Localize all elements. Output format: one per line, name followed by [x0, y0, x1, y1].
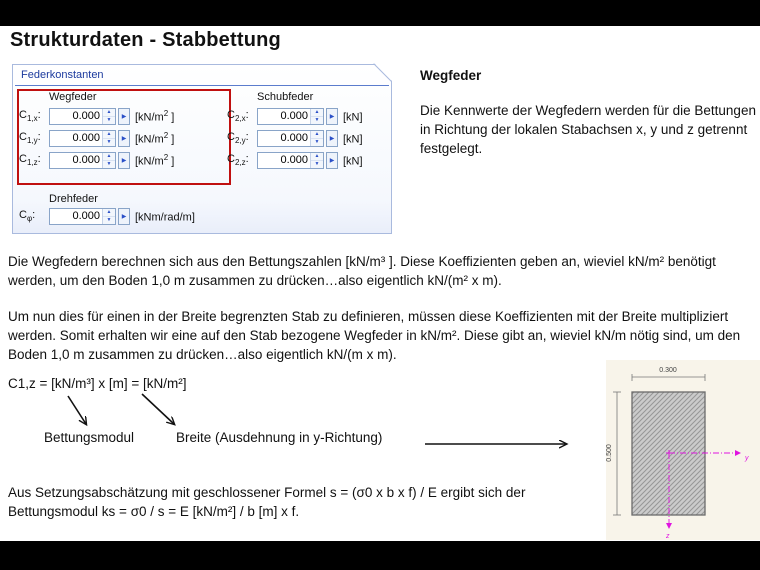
- detail-arrow-button[interactable]: ▶: [118, 208, 130, 225]
- row-label: [19, 209, 49, 223]
- unit-post: ]: [168, 133, 175, 146]
- spinner-up-icon[interactable]: ▲: [311, 109, 323, 117]
- c1x-fieldbox: [49, 108, 116, 125]
- c2x-input[interactable]: [258, 109, 310, 124]
- spring-row-c1y: [19, 129, 174, 147]
- panel-header-rule: [15, 85, 389, 86]
- row-label-sub: 1,y: [26, 136, 38, 146]
- unit-pre: [kN/m: [135, 155, 164, 168]
- row-label-sub: 2,y: [234, 136, 246, 146]
- unit-label: [135, 209, 195, 224]
- row-label-colon: :: [37, 108, 41, 121]
- row-label: [19, 153, 49, 167]
- unit-label: [135, 109, 174, 124]
- c1z-spinner[interactable]: [102, 153, 115, 168]
- spring-row-c2y: [227, 129, 363, 147]
- row-label-main: C: [19, 208, 27, 221]
- spinner-up-icon[interactable]: ▲: [311, 153, 323, 161]
- row-label-colon: :: [245, 152, 249, 165]
- unit-label: [135, 153, 174, 168]
- row-label-main: C: [227, 152, 235, 165]
- row-label-colon: :: [245, 108, 249, 121]
- spinner-down-icon[interactable]: ▼: [311, 139, 323, 146]
- spinner-down-icon[interactable]: ▼: [103, 117, 115, 124]
- detail-arrow-button[interactable]: ▶: [326, 152, 338, 169]
- row-label-sub: 2,x: [234, 114, 246, 124]
- unit-pre: [kNm/rad/m]: [135, 211, 195, 224]
- detail-arrow-button[interactable]: ▶: [118, 152, 130, 169]
- row-label-colon: :: [245, 130, 249, 143]
- unit-label: [343, 109, 363, 124]
- row-label-main: C: [19, 130, 27, 143]
- c2y-fieldbox: [257, 130, 324, 147]
- spinner-down-icon[interactable]: ▼: [103, 161, 115, 168]
- top-black-bar: [0, 0, 760, 26]
- panel-header: Federkonstanten: [21, 69, 104, 81]
- row-label-main: C: [19, 108, 27, 121]
- row-label-sub: 1,x: [26, 114, 38, 124]
- c2y-spinner[interactable]: [310, 131, 323, 146]
- unit-pre: [kN]: [343, 111, 363, 124]
- spinner-down-icon[interactable]: ▼: [311, 161, 323, 168]
- axis-y-label: y: [745, 455, 749, 462]
- paragraph-breite: Um nun dies für einen in der Breite begrenzten Stab zu definieren, müssen diese Koeffizienten mit der Breite multipliziert werden. Somit erhalten wir eine auf den Stab bezogene Wegfeder in kN/m². Diese gibt an, wieviel kN/m nötig sind, um den Boden 1,0 m zusammen zu drücken…also eigentlich kN/(m x m).: [8, 309, 741, 362]
- c2z-spinner[interactable]: [310, 153, 323, 168]
- row-label: [227, 131, 257, 145]
- spring-row-c1x: [19, 107, 174, 125]
- row-label-colon: :: [37, 152, 41, 165]
- c2y-input[interactable]: [258, 131, 310, 146]
- row-label-colon: :: [32, 208, 36, 221]
- row-label-sub: 2,z: [234, 158, 246, 168]
- spring-row-cphi: [19, 207, 195, 225]
- row-label-main: C: [227, 130, 235, 143]
- unit-pre: [kN/m: [135, 111, 164, 124]
- cphi-spinner[interactable]: [102, 209, 115, 224]
- width-dimension-label: 0.300: [659, 367, 677, 374]
- row-label-sub: φ: [26, 214, 33, 224]
- unit-post: ]: [168, 155, 175, 168]
- spinner-down-icon[interactable]: ▼: [103, 139, 115, 146]
- c1y-spinner[interactable]: [102, 131, 115, 146]
- row-label-main: C: [227, 108, 235, 121]
- bottom-black-bar: [0, 541, 760, 570]
- unit-pre: [kN]: [343, 155, 363, 168]
- row-label: [19, 131, 49, 145]
- unit-post: ]: [168, 111, 175, 124]
- c1z-fieldbox: [49, 152, 116, 169]
- c1z-input[interactable]: [50, 153, 102, 168]
- row-label-main: C: [19, 152, 27, 165]
- unit-label: [343, 131, 363, 146]
- label-breite: Breite (Ausdehnung in y-Richtung): [176, 430, 383, 445]
- paragraph-setzung: Aus Setzungsabschätzung mit geschlossener Formel s = (σ0 x b x f) / E ergibt sich der Bettungsmodul ks = σ0 / s = E [kN/m²] / b [m] x f.: [8, 485, 526, 519]
- spinner-up-icon[interactable]: ▲: [103, 209, 115, 217]
- row-label: [227, 153, 257, 167]
- note-body: Die Kennwerte der Wegfedern werden für die Bettungen in Richtung der lokalen Stabachsen x, y und z getrennt festgelegt.: [420, 103, 756, 156]
- spinner-down-icon[interactable]: ▼: [311, 117, 323, 124]
- c2z-fieldbox: [257, 152, 324, 169]
- c2x-fieldbox: [257, 108, 324, 125]
- row-label: [227, 109, 257, 123]
- arrow-to-bettungsmodul: [68, 396, 86, 424]
- spinner-up-icon[interactable]: ▲: [103, 153, 115, 161]
- row-label: [19, 109, 49, 123]
- unit-sup: 2: [163, 108, 169, 118]
- c1x-input[interactable]: [50, 109, 102, 124]
- detail-arrow-button[interactable]: ▶: [118, 130, 130, 147]
- schubfeder-group-label: Schubfeder: [257, 91, 314, 103]
- paragraph-bettungszahlen: Die Wegfedern berechnen sich aus den Bettungszahlen [kN/m³ ]. Diese Koeffizienten geben an, wieviel kN/m² benötigt werden, um den Boden 1,0 m zusammen zu drücken…also eigentlich kN/(m² x m).: [8, 254, 716, 288]
- spring-row-c1z: [19, 151, 174, 169]
- cross-section-figure: [606, 360, 760, 540]
- page-title: Strukturdaten - Stabbettung: [10, 29, 281, 51]
- annotation-arrows: [0, 386, 600, 460]
- label-bettungsmodul: Bettungsmodul: [44, 430, 135, 445]
- row-label-colon: :: [37, 130, 41, 143]
- spring-row-c2x: [227, 107, 363, 125]
- c2x-spinner[interactable]: [310, 109, 323, 124]
- spring-row-c2z: [227, 151, 363, 169]
- drehfeder-group-label: Drehfeder: [49, 193, 98, 205]
- unit-label: [343, 153, 363, 168]
- unit-sup: 2: [163, 152, 169, 162]
- spinner-down-icon[interactable]: ▼: [103, 217, 115, 224]
- federkonstanten-panel: [12, 64, 392, 234]
- unit-label: [135, 131, 174, 146]
- unit-pre: [kN/m: [135, 133, 164, 146]
- detail-arrow-button[interactable]: ▶: [118, 108, 130, 125]
- cphi-input[interactable]: [50, 209, 102, 224]
- detail-arrow-button[interactable]: ▶: [326, 108, 338, 125]
- spinner-up-icon[interactable]: ▲: [311, 131, 323, 139]
- detail-arrow-button[interactable]: ▶: [326, 130, 338, 147]
- height-dimension-label: 0.500: [606, 444, 613, 462]
- spinner-up-icon[interactable]: ▲: [103, 131, 115, 139]
- c1y-fieldbox: [49, 130, 116, 147]
- unit-sup: 2: [163, 130, 169, 140]
- note-heading: Wegfeder: [420, 68, 482, 83]
- arrow-to-breite: [142, 394, 174, 424]
- cphi-fieldbox: [49, 208, 116, 225]
- c2z-input[interactable]: [258, 153, 310, 168]
- row-label-sub: 1,z: [26, 158, 38, 168]
- unit-pre: [kN]: [343, 133, 363, 146]
- c1y-input[interactable]: [50, 131, 102, 146]
- spinner-up-icon[interactable]: ▲: [103, 109, 115, 117]
- wegfeder-group-label: Wegfeder: [49, 91, 97, 103]
- formula-line: C1,z = [kN/m³] x [m] = [kN/m²]: [8, 376, 187, 391]
- c1x-spinner[interactable]: [102, 109, 115, 124]
- axis-z-label: z: [666, 533, 670, 540]
